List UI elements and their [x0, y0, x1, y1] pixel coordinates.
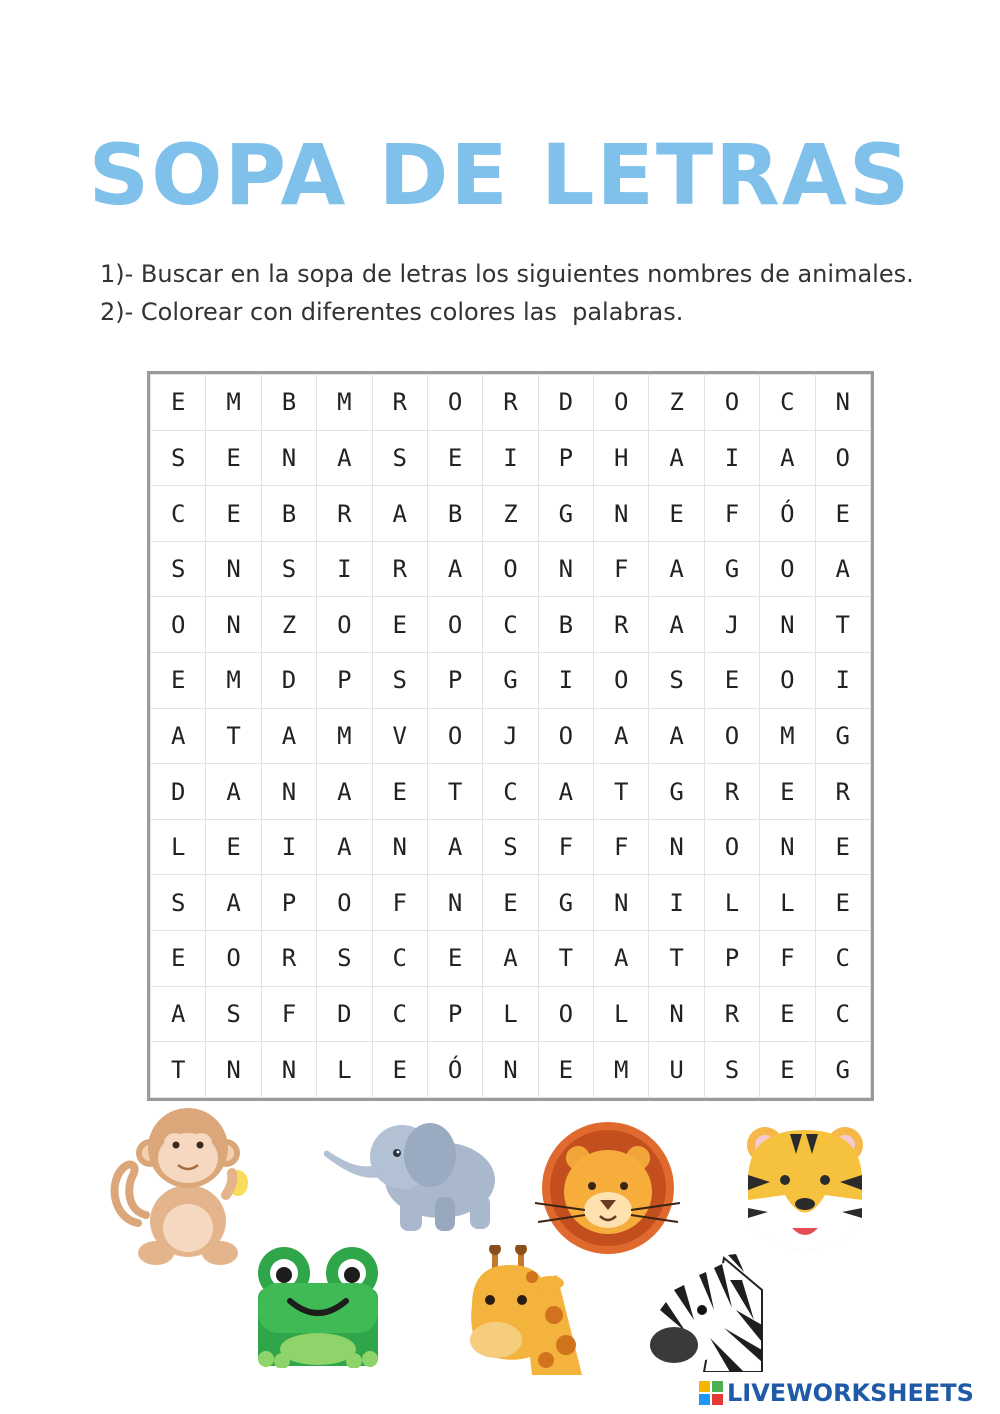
grid-cell[interactable]: A — [427, 541, 482, 597]
grid-cell[interactable]: S — [151, 875, 206, 931]
monkey-image — [108, 1103, 268, 1268]
grid-cell[interactable]: G — [649, 764, 704, 820]
grid-cell[interactable]: V — [372, 708, 427, 764]
grid-cell[interactable]: B — [538, 597, 593, 653]
grid-cell[interactable]: E — [372, 1042, 427, 1098]
grid-cell[interactable]: P — [317, 653, 372, 709]
grid-cell[interactable]: N — [261, 430, 316, 486]
grid-cell[interactable]: N — [261, 764, 316, 820]
grid-cell[interactable]: F — [261, 986, 316, 1042]
grid-cell[interactable]: M — [760, 708, 815, 764]
grid-cell[interactable]: O — [760, 541, 815, 597]
grid-cell[interactable]: O — [317, 597, 372, 653]
grid-cell[interactable]: N — [760, 597, 815, 653]
grid-row — [151, 875, 871, 931]
grid-cell[interactable]: N — [815, 375, 871, 431]
grid-row — [151, 1042, 871, 1098]
grid-cell[interactable]: S — [372, 653, 427, 709]
grid-cell[interactable]: A — [594, 708, 649, 764]
grid-table — [150, 374, 871, 1098]
grid-cell[interactable]: O — [704, 375, 759, 431]
grid-cell[interactable]: M — [317, 375, 372, 431]
grid-cell[interactable]: I — [649, 875, 704, 931]
grid-cell[interactable]: A — [760, 430, 815, 486]
instructions — [100, 255, 960, 331]
grid-cell[interactable]: N — [594, 875, 649, 931]
grid-cell[interactable]: E — [815, 486, 871, 542]
grid-cell[interactable]: E — [815, 875, 871, 931]
grid-cell[interactable]: I — [317, 541, 372, 597]
grid-cell[interactable]: N — [206, 1042, 261, 1098]
grid-cell[interactable]: Ó — [427, 1042, 482, 1098]
grid-cell[interactable]: M — [206, 653, 261, 709]
grid-cell[interactable]: S — [151, 541, 206, 597]
grid-cell[interactable]: T — [815, 597, 871, 653]
grid-cell[interactable]: M — [594, 1042, 649, 1098]
grid-cell[interactable]: J — [483, 708, 538, 764]
grid-row — [151, 764, 871, 820]
grid-cell[interactable]: L — [317, 1042, 372, 1098]
grid-cell[interactable]: G — [538, 486, 593, 542]
grid-cell[interactable]: R — [372, 375, 427, 431]
grid-cell[interactable]: L — [151, 819, 206, 875]
grid-cell[interactable]: A — [427, 819, 482, 875]
grid-cell[interactable]: O — [704, 819, 759, 875]
grid-cell[interactable]: P — [427, 986, 482, 1042]
grid-cell[interactable]: N — [261, 1042, 316, 1098]
grid-cell[interactable]: C — [483, 764, 538, 820]
grid-cell[interactable]: Ó — [760, 486, 815, 542]
grid-cell[interactable]: D — [151, 764, 206, 820]
grid-cell[interactable]: A — [649, 597, 704, 653]
page-title: SOPA DE LETRAS — [88, 126, 912, 224]
grid-cell[interactable]: D — [317, 986, 372, 1042]
grid-row — [151, 986, 871, 1042]
grid-cell[interactable]: T — [649, 931, 704, 987]
grid-cell[interactable]: Z — [483, 486, 538, 542]
grid-cell[interactable]: R — [261, 931, 316, 987]
logo-text: LIVEWORKSHEETS — [727, 1379, 974, 1407]
grid-cell[interactable]: G — [483, 653, 538, 709]
grid-cell[interactable]: F — [538, 819, 593, 875]
grid-row — [151, 708, 871, 764]
grid-cell[interactable]: A — [649, 541, 704, 597]
grid-cell[interactable]: O — [427, 708, 482, 764]
logo-icon — [698, 1380, 724, 1406]
grid-cell[interactable]: U — [649, 1042, 704, 1098]
tiger-image — [740, 1120, 870, 1255]
frog-image — [252, 1243, 384, 1368]
grid-cell[interactable]: N — [206, 597, 261, 653]
grid-cell[interactable]: G — [538, 875, 593, 931]
grid-cell[interactable]: L — [483, 986, 538, 1042]
grid-cell[interactable]: E — [649, 486, 704, 542]
instruction-2: 2)- Colorear con diferentes colores las palabras. — [100, 298, 684, 326]
grid-cell[interactable]: A — [594, 931, 649, 987]
grid-cell[interactable]: A — [206, 764, 261, 820]
grid-cell[interactable]: O — [594, 375, 649, 431]
giraffe-image — [462, 1245, 594, 1375]
grid-cell[interactable]: G — [704, 541, 759, 597]
grid-row — [151, 541, 871, 597]
grid-cell[interactable]: A — [261, 708, 316, 764]
grid-cell[interactable]: P — [704, 931, 759, 987]
grid-cell[interactable]: L — [760, 875, 815, 931]
grid-cell[interactable]: C — [760, 375, 815, 431]
grid-cell[interactable]: F — [760, 931, 815, 987]
grid-cell[interactable]: D — [261, 653, 316, 709]
grid-cell[interactable]: G — [815, 1042, 871, 1098]
grid-cell[interactable]: C — [483, 597, 538, 653]
grid-cell[interactable]: O — [317, 875, 372, 931]
grid-cell[interactable]: E — [206, 430, 261, 486]
grid-cell[interactable]: N — [760, 819, 815, 875]
grid-cell[interactable]: A — [317, 819, 372, 875]
grid-cell[interactable]: B — [427, 486, 482, 542]
grid-cell[interactable]: S — [704, 1042, 759, 1098]
grid-cell[interactable]: F — [594, 819, 649, 875]
grid-cell[interactable]: N — [206, 541, 261, 597]
grid-cell[interactable]: C — [151, 486, 206, 542]
grid-cell[interactable]: E — [483, 875, 538, 931]
grid-cell[interactable]: C — [372, 986, 427, 1042]
grid-cell[interactable]: O — [704, 708, 759, 764]
grid-cell[interactable]: P — [261, 875, 316, 931]
grid-cell[interactable]: O — [538, 986, 593, 1042]
grid-cell[interactable]: N — [427, 875, 482, 931]
grid-cell[interactable]: E — [206, 486, 261, 542]
grid-row — [151, 486, 871, 542]
grid-cell[interactable]: I — [483, 430, 538, 486]
grid-cell[interactable]: I — [815, 653, 871, 709]
grid-cell[interactable]: P — [427, 653, 482, 709]
grid-cell[interactable]: I — [261, 819, 316, 875]
grid-cell[interactable]: A — [317, 430, 372, 486]
instruction-1: 1)- Buscar en la sopa de letras los siguientes nombres de animales. — [100, 260, 914, 288]
grid-cell[interactable]: O — [483, 541, 538, 597]
grid-cell[interactable]: A — [649, 430, 704, 486]
grid-cell[interactable]: S — [206, 986, 261, 1042]
grid-cell[interactable]: R — [372, 541, 427, 597]
grid-cell[interactable]: S — [261, 541, 316, 597]
grid-cell[interactable]: R — [594, 597, 649, 653]
grid-cell[interactable]: I — [704, 430, 759, 486]
grid-cell[interactable]: O — [760, 653, 815, 709]
grid-cell[interactable]: H — [594, 430, 649, 486]
zebra-image — [644, 1250, 766, 1372]
grid-cell[interactable]: A — [815, 541, 871, 597]
grid-cell[interactable]: O — [427, 597, 482, 653]
grid-cell[interactable]: E — [760, 1042, 815, 1098]
grid-cell[interactable]: R — [815, 764, 871, 820]
grid-cell[interactable]: L — [704, 875, 759, 931]
grid-row — [151, 597, 871, 653]
grid-cell[interactable]: C — [815, 986, 871, 1042]
grid-cell[interactable]: N — [649, 819, 704, 875]
grid-cell[interactable]: E — [427, 931, 482, 987]
grid-row — [151, 430, 871, 486]
grid-cell[interactable]: T — [427, 764, 482, 820]
grid-cell[interactable]: S — [483, 819, 538, 875]
grid-cell[interactable]: G — [815, 708, 871, 764]
grid-cell[interactable]: A — [372, 486, 427, 542]
grid-cell[interactable]: E — [760, 986, 815, 1042]
word-search-grid — [147, 371, 874, 1101]
grid-cell[interactable]: T — [206, 708, 261, 764]
grid-cell[interactable]: N — [372, 819, 427, 875]
grid-cell[interactable]: O — [151, 597, 206, 653]
grid-cell[interactable]: O — [427, 375, 482, 431]
grid-cell[interactable]: F — [372, 875, 427, 931]
grid-cell[interactable]: S — [372, 430, 427, 486]
grid-cell[interactable]: E — [538, 1042, 593, 1098]
grid-cell[interactable]: S — [317, 931, 372, 987]
grid-cell[interactable]: E — [427, 430, 482, 486]
grid-cell[interactable]: B — [261, 375, 316, 431]
grid-row — [151, 819, 871, 875]
grid-row — [151, 653, 871, 709]
grid-cell[interactable]: F — [594, 541, 649, 597]
grid-cell[interactable]: T — [538, 931, 593, 987]
liveworksheets-logo — [698, 1378, 974, 1408]
grid-cell[interactable]: T — [151, 1042, 206, 1098]
grid-cell[interactable]: O — [815, 430, 871, 486]
lion-image — [530, 1118, 685, 1258]
elephant-image — [320, 1115, 505, 1235]
grid-cell[interactable]: A — [206, 875, 261, 931]
grid-cell[interactable]: E — [372, 597, 427, 653]
grid-cell[interactable]: C — [372, 931, 427, 987]
grid-cell[interactable]: Z — [649, 375, 704, 431]
grid-cell[interactable]: A — [538, 764, 593, 820]
grid-cell[interactable]: A — [649, 708, 704, 764]
grid-cell[interactable]: E — [704, 653, 759, 709]
grid-cell[interactable]: O — [538, 708, 593, 764]
grid-cell[interactable]: S — [151, 430, 206, 486]
grid-cell[interactable]: A — [151, 708, 206, 764]
grid-cell[interactable]: E — [151, 931, 206, 987]
grid-cell[interactable]: C — [815, 931, 871, 987]
grid-cell[interactable]: N — [594, 486, 649, 542]
grid-cell[interactable]: Z — [261, 597, 316, 653]
grid-cell[interactable]: S — [649, 653, 704, 709]
grid-cell[interactable]: E — [151, 653, 206, 709]
grid-cell[interactable]: P — [538, 430, 593, 486]
grid-cell[interactable]: M — [317, 708, 372, 764]
grid-cell[interactable]: R — [704, 764, 759, 820]
grid-cell[interactable]: O — [594, 653, 649, 709]
grid-cell[interactable]: A — [151, 986, 206, 1042]
grid-row — [151, 375, 871, 431]
grid-cell[interactable]: R — [317, 486, 372, 542]
grid-cell[interactable]: A — [317, 764, 372, 820]
grid-cell[interactable]: I — [538, 653, 593, 709]
grid-cell[interactable]: T — [594, 764, 649, 820]
grid-cell[interactable]: N — [649, 986, 704, 1042]
grid-cell[interactable]: F — [704, 486, 759, 542]
grid-cell[interactable]: J — [704, 597, 759, 653]
grid-cell[interactable]: O — [206, 931, 261, 987]
grid-cell[interactable]: A — [483, 931, 538, 987]
grid-cell[interactable]: L — [594, 986, 649, 1042]
grid-cell[interactable]: E — [151, 375, 206, 431]
grid-cell[interactable]: M — [206, 375, 261, 431]
grid-cell[interactable]: R — [704, 986, 759, 1042]
grid-row — [151, 931, 871, 987]
grid-cell[interactable]: D — [538, 375, 593, 431]
grid-cell[interactable]: B — [261, 486, 316, 542]
grid-cell[interactable]: E — [372, 764, 427, 820]
grid-cell[interactable]: N — [483, 1042, 538, 1098]
grid-cell[interactable]: E — [206, 819, 261, 875]
grid-cell[interactable]: N — [538, 541, 593, 597]
grid-cell[interactable]: E — [815, 819, 871, 875]
grid-cell[interactable]: E — [760, 764, 815, 820]
grid-cell[interactable]: R — [483, 375, 538, 431]
